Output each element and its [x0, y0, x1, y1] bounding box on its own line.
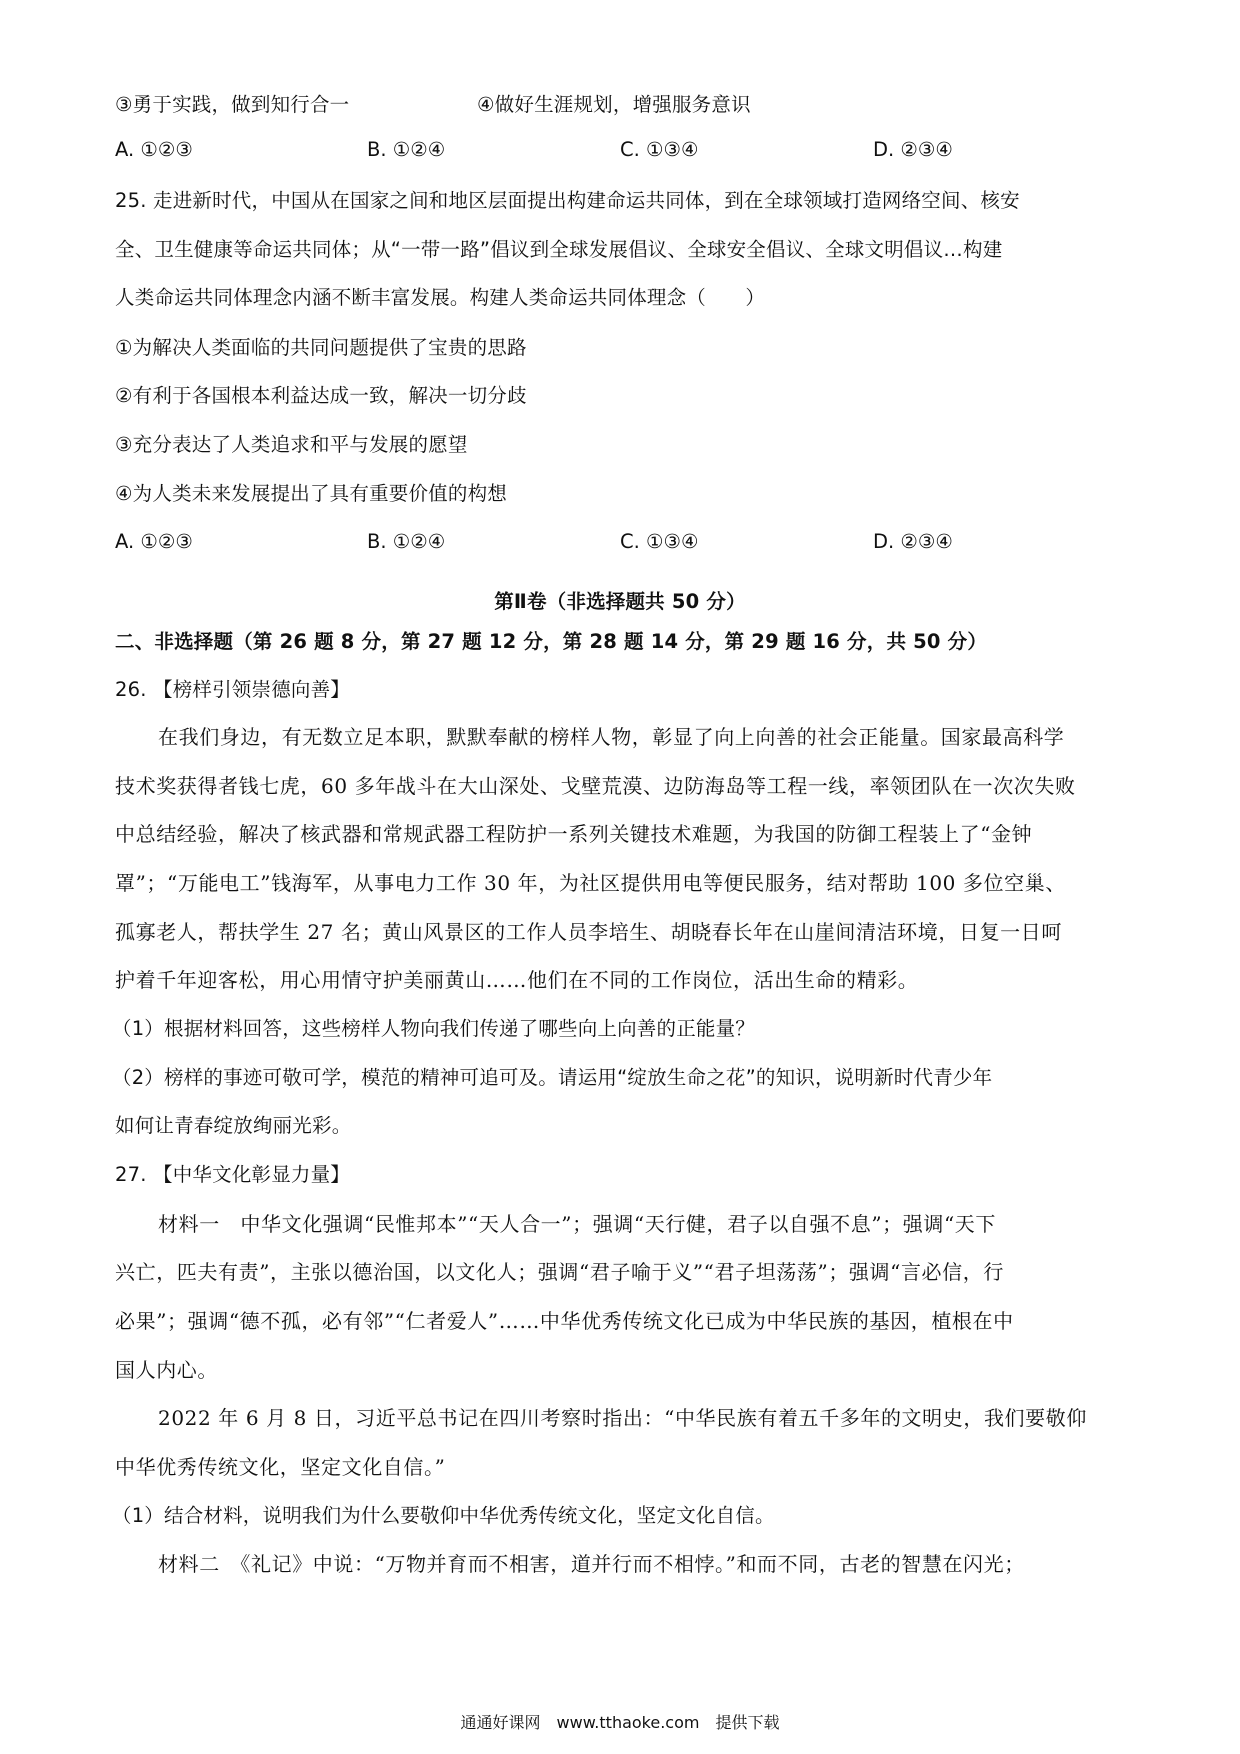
q26-material-line: 在我们身边，有无数立足本职，默默奉献的榜样人物，彰显了向上向善的社会正能量。国家最高科学 — [158, 725, 1065, 749]
q25-option-b: B. ①②④ — [367, 530, 446, 553]
q26-question-2-cont: 如何让青春绽放绚丽光彩。 — [115, 1114, 352, 1137]
q27-material1b-line: 2022 年 6 月 8 日，习近平总书记在四川考察时指出：“中华民族有着五千多年的文明史，我们要敬仰 — [158, 1406, 1087, 1430]
q25-option-a: A. ①②③ — [115, 530, 193, 553]
q26-title: 26. 【榜样引领崇德向善】 — [115, 678, 351, 701]
q24-statement-4: ④做好生涯规划，增强服务意识 — [477, 93, 751, 116]
q27-material2-line: 材料二 《礼记》中说：“万物并育而不相害，道并行而不相悖。”和而不同，古老的智慧在闪光； — [158, 1552, 1025, 1576]
q24-statement-3: ③勇于实践，做到知行合一 — [115, 93, 350, 116]
q25-statement-3: ③充分表达了人类追求和平与发展的愿望 — [115, 433, 468, 456]
section-heading: 二、非选择题（第 26 题 8 分，第 27 题 12 分，第 28 题 14 分，第 29 题 16 分，共 50 分） — [115, 630, 988, 653]
page-footer: 通通好课网 www.tthaoke.com 提供下载 — [460, 1713, 780, 1732]
q25-stem-line: 全、卫生健康等命运共同体；从“一带一路”倡议到全球发展倡议、全球安全倡议、全球文明倡议…构建 — [115, 238, 1003, 261]
q25-statement-4: ④为人类未来发展提出了具有重要价值的构想 — [115, 482, 507, 505]
q26-question-1: （1）根据材料回答，这些榜样人物向我们传递了哪些向上向善的正能量？ — [112, 1017, 756, 1040]
section-title: 第Ⅱ卷（非选择题共 50 分） — [494, 590, 746, 613]
q25-stem-line: 25. 走进新时代，中国从在国家之间和地区层面提出构建命运共同体，到在全球领域打造网络空间、核安 — [115, 189, 1020, 212]
q27-material1-line: 必果”；强调“德不孤，必有邻”“仁者爱人”……中华优秀传统文化已成为中华民族的基因，植根在中 — [115, 1309, 1014, 1333]
q26-material-line: 护着千年迎客松，用心用情守护美丽黄山……他们在不同的工作岗位，活出生命的精彩。 — [115, 968, 919, 992]
q25-option-c: C. ①③④ — [620, 530, 699, 553]
q26-question-2: （2）榜样的事迹可敬可学，模范的精神可追可及。请运用“绽放生命之花”的知识，说明新时代青少年 — [112, 1066, 993, 1089]
q26-material-line: 中总结经验，解决了核武器和常规武器工程防护一系列关键技术难题，为我国的防御工程装上了“金钟 — [115, 822, 1033, 846]
q25-statement-2: ②有利于各国根本利益达成一致，解决一切分歧 — [115, 384, 527, 407]
q26-material-line: 罩”；“万能电工”钱海军，从事电力工作 30 年，为社区提供用电等便民服务，结对帮助 100 多位空巢、 — [115, 871, 1066, 895]
q25-option-d: D. ②③④ — [873, 530, 953, 553]
q27-material1-line: 兴亡，匹夫有责”，主张以德治国，以文化人；强调“君子喻于义”“君子坦荡荡”；强调“言必信，行 — [115, 1260, 1004, 1284]
q24-option-b: B. ①②④ — [367, 138, 446, 161]
q27-material1-line: 国人内心。 — [115, 1358, 218, 1382]
q26-material-line: 孤寡老人，帮扶学生 27 名；黄山风景区的工作人员李培生、胡晓春长年在山崖间清洁环境，日复一日呵 — [115, 920, 1062, 944]
q25-statement-1: ①为解决人类面临的共同问题提供了宝贵的思路 — [115, 336, 527, 359]
q27-question-1: （1）结合材料，说明我们为什么要敬仰中华优秀传统文化，坚定文化自信。 — [112, 1504, 775, 1527]
q27-material1b-line: 中华优秀传统文化，坚定文化自信。” — [115, 1455, 446, 1479]
q27-title: 27. 【中华文化彰显力量】 — [115, 1163, 351, 1186]
q26-material-line: 技术奖获得者钱七虎，60 多年战斗在大山深处、戈壁荒漠、边防海岛等工程一线，率领团队在一次次失败 — [115, 774, 1076, 798]
q27-material1-line: 材料一 中华文化强调“民惟邦本”“天人合一”；强调“天行健，君子以自强不息”；强调“天下 — [158, 1212, 996, 1236]
q24-option-d: D. ②③④ — [873, 138, 953, 161]
q24-option-c: C. ①③④ — [620, 138, 699, 161]
q25-stem-line: 人类命运共同体理念内涵不断丰富发展。构建人类命运共同体理念（ ） — [115, 286, 766, 309]
q24-option-a: A. ①②③ — [115, 138, 193, 161]
